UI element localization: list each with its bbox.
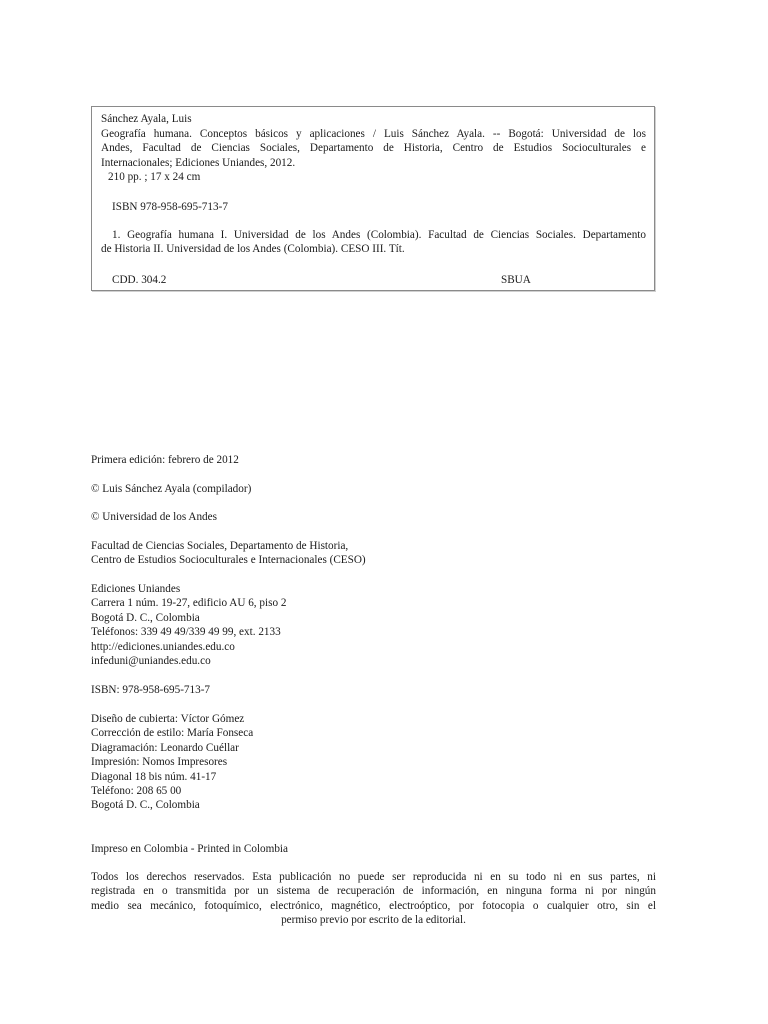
credit-line: Bogotá D. C., Colombia (91, 799, 200, 812)
credit-line: Diagonal 18 bis núm. 41-17 (91, 770, 217, 783)
publisher-city: Bogotá D. C., Colombia (91, 611, 200, 624)
publisher-address: Carrera 1 núm. 19-27, edificio AU 6, piso 2 (91, 597, 287, 610)
catalog-subjects (101, 228, 646, 257)
rights-line: Todos los derechos reservados. Esta publicación no puede ser reproducida ni en su todo ni en sus partes, ni (91, 871, 656, 883)
faculty-line: Centro de Estudios Socioculturales e Internacionales (CESO) (91, 554, 366, 567)
catalog-description (101, 127, 646, 170)
credit-line: Teléfono: 208 65 00 (91, 785, 182, 798)
credits-block (91, 712, 253, 813)
printed-in-line: Impreso en Colombia - Printed in Colombia (91, 843, 288, 855)
faculty-line: Facultad de Ciencias Sociales, Departamento de Historia, (91, 540, 349, 552)
imprint-isbn: ISBN: 978-958-695-713-7 (91, 684, 211, 696)
publisher-email: infeduni@uniandes.edu.co (91, 655, 211, 668)
edition-line: Primera edición: febrero de 2012 (91, 454, 239, 466)
publisher-phones: Teléfonos: 339 49 49/339 49 99, ext. 2133 (91, 626, 281, 639)
catalog-description-line: Internacionales; Ediciones Uniandes, 2012. (101, 156, 296, 169)
faculty-block (91, 539, 366, 568)
catalog-description-line: Andes, Facultad de Ciencias Sociales, Departamento de Historia, Centro de Estudios Socioculturales e (101, 142, 646, 155)
credit-line: Corrección de estilo: María Fonseca (91, 727, 254, 740)
rights-line: permiso previo por escrito de la editorial. (281, 914, 466, 927)
credit-line: Diseño de cubierta: Víctor Gómez (91, 713, 245, 725)
publisher-name: Ediciones Uniandes (91, 583, 181, 595)
catalog-subjects-line: de Historia II. Universidad de los Andes (Colombia). CESO III. Tít. (101, 243, 405, 256)
copyright-university: © Universidad de los Andes (91, 511, 217, 523)
copyright-author: © Luis Sánchez Ayala (compilador) (91, 483, 252, 495)
catalog-cdd: CDD. 304.2 (112, 274, 167, 286)
catalog-description-line: Geografía humana. Conceptos básicos y aplicaciones / Luis Sánchez Ayala. -- Bogotá: Universidad de los (101, 128, 646, 140)
catalog-author: Sánchez Ayala, Luis (101, 113, 192, 125)
catalog-extent: 210 pp. ; 17 x 24 cm (108, 171, 201, 183)
credit-line: Impresión: Nomos Impresores (91, 756, 228, 769)
catalog-isbn: ISBN 978-958-695-713-7 (112, 201, 228, 213)
rights-notice (91, 870, 656, 928)
publisher-block (91, 582, 286, 668)
rights-line: registrada en o transmitida por un sistema de recuperación de información, en ninguna forma ni por ningún (91, 885, 656, 898)
credit-line: Diagramación: Leonardo Cuéllar (91, 741, 239, 754)
rights-line: medio sea mecánico, fotoquímico, electrónico, magnético, electroóptico, por fotocopia o cualquier otro, sin el (91, 899, 656, 912)
catalog-subjects-line: 1. Geografía humana I. Universidad de los Andes (Colombia). Facultad de Ciencias Sociales. Departamento (112, 229, 646, 241)
publisher-website: http://ediciones.uniandes.edu.co (91, 640, 235, 653)
catalog-sbua: SBUA (501, 274, 531, 286)
